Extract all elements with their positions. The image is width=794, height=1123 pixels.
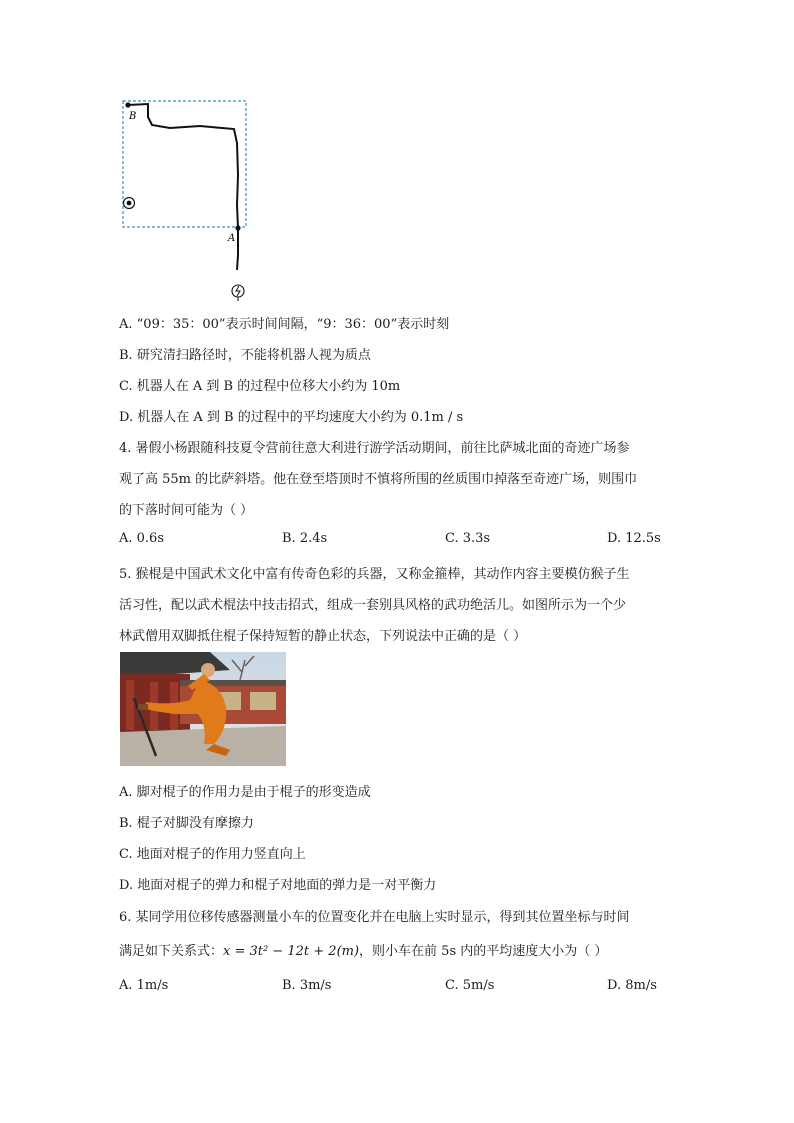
q4-option-c: C. 3.3s	[445, 531, 491, 546]
monk-staff-photo	[120, 652, 286, 766]
point-a-label: A	[228, 233, 236, 244]
q4-stem-line-1: 4. 暑假小杨跟随科技夏令营前往意大利进行游学活动期间，前往比萨城北面的奇迹广场参	[119, 441, 630, 456]
dock-station-icon	[124, 198, 135, 209]
q4-option-d: D. 12.5s	[607, 531, 661, 546]
point-b-label: B	[129, 111, 137, 122]
robot-path-figure	[110, 95, 260, 305]
q6-option-d: D. 8m/s	[607, 978, 657, 993]
q6-stem-prefix: 满足如下关系式：	[119, 944, 224, 959]
point-b-dot	[125, 102, 130, 107]
point-a-dot	[235, 225, 240, 230]
q5-option-d: D. 地面对棍子的弹力和棍子对地面的弹力是一对平衡力	[119, 878, 437, 893]
q6-stem-suffix: ，则小车在前 5s 内的平均速度大小为（ ）	[359, 944, 608, 959]
q4-stem-line-3: 的下落时间可能为（ ）	[119, 503, 254, 518]
q4-stem-line-2: 观了高 55m 的比萨斜塔。他在登至塔顶时不慎将所围的丝质围巾掉落至奇迹广场，则围巾	[119, 472, 638, 487]
q4-option-a: A. 0.6s	[119, 531, 164, 546]
q6-option-c: C. 5m/s	[445, 978, 495, 993]
q5-stem-line-1: 5. 猴棍是中国武术文化中富有传奇色彩的兵器，又称金箍棒，其动作内容主要模仿猴子生	[119, 567, 630, 582]
q5-option-b: B. 棍子对脚没有摩擦力	[119, 816, 254, 831]
q4-option-b: B. 2.4s	[282, 531, 328, 546]
q3-option-b: B. 研究清扫路径时，不能将机器人视为质点	[119, 348, 371, 363]
room-boundary	[123, 101, 246, 227]
cleaning-path	[128, 104, 238, 270]
q6-option-a: A. 1m/s	[119, 978, 169, 993]
q6-stem-line-2	[119, 940, 607, 959]
charger-icon	[232, 285, 244, 301]
q5-stem-line-3: 林武僧用双脚抵住棍子保持短暂的静止状态，下列说法中正确的是（ ）	[119, 629, 527, 644]
q5-stem-line-2: 活习性，配以武术棍法中技击招式，组成一套别具风格的武功绝活儿。如图所示为一个少	[119, 598, 627, 613]
q3-option-a: A. “09：35：00”表示时间间隔，“9：36：00”表示时刻	[119, 317, 450, 332]
q3-option-d: D. 机器人在 A 到 B 的过程中的平均速度大小约为 0.1m / s	[119, 410, 464, 425]
q6-stem-line-1: 6. 某同学用位移传感器测量小车的位置变化并在电脑上实时显示，得到其位置坐标与时间	[119, 910, 630, 925]
q6-formula: x = 3t² − 12t + 2(m)	[223, 944, 360, 959]
q5-option-a: A. 脚对棍子的作用力是由于棍子的形变造成	[119, 785, 371, 800]
q6-option-b: B. 3m/s	[282, 978, 332, 993]
q5-option-c: C. 地面对棍子的作用力竖直向上	[119, 847, 306, 862]
q3-option-c: C. 机器人在 A 到 B 的过程中位移大小约为 10m	[119, 379, 401, 394]
